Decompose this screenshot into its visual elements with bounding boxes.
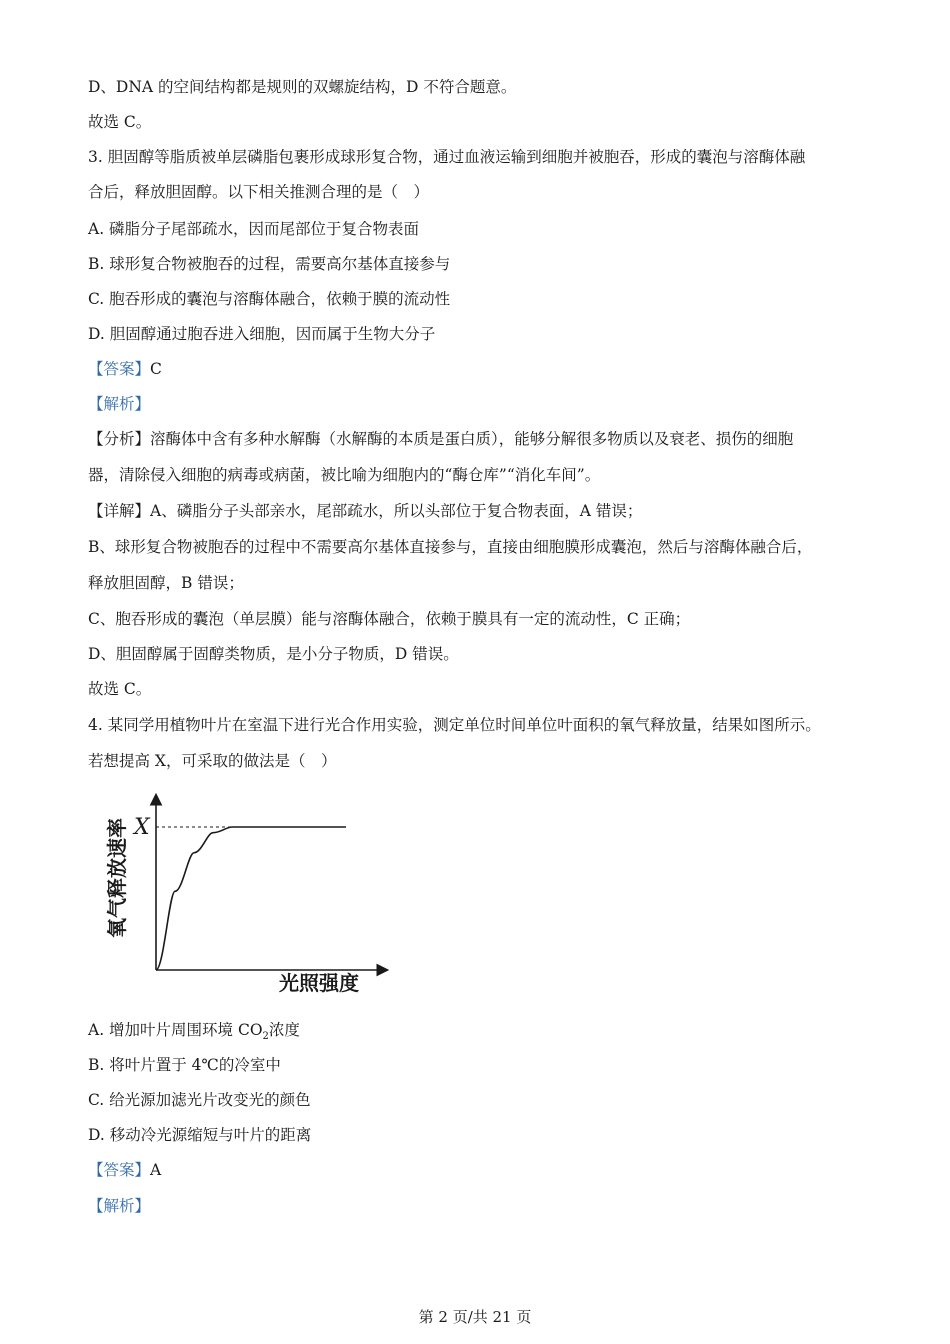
xiangjie-d: D、胆固醇属于固醇类物质，是小分子物质，D 错误。 xyxy=(88,645,459,663)
analysis-tag-line xyxy=(88,394,150,414)
answer-line xyxy=(88,359,162,379)
co2-subscript: 2 xyxy=(262,1031,269,1043)
fenxi-text: 溶酶体中含有多种水解酶（水解酶的本质是蛋白质），能够分解很多物质以及衰老、损伤的细胞 xyxy=(150,430,794,448)
answer-value: C xyxy=(150,360,162,378)
xiangjie-b: B、球形复合物被胞吞的过程中不需要高尔基体直接参与，直接由细胞膜形成囊泡，然后与溶酶体融合后， xyxy=(88,538,813,556)
question-4-stem: 4. 某同学用植物叶片在室温下进行光合作用实验，测定单位时间单位叶面积的氧气释放量，结果如图所示。 xyxy=(88,716,821,734)
xiangjie-line xyxy=(88,501,642,521)
q4-option-a xyxy=(88,1020,300,1047)
analysis-tag: 【解析】 xyxy=(88,1197,151,1215)
xiangjie-tag: 【详解】 xyxy=(88,502,151,520)
xiangjie-a: A、磷脂分子头部亲水，尾部疏水，所以头部位于复合物表面，A 错误； xyxy=(150,502,643,520)
question-3-stem-cont: 合后，释放胆固醇。以下相关推测合理的是（ ） xyxy=(88,183,430,201)
fenxi-line-cont: 器，清除侵入细胞的病毒或病菌，被比喻为细胞内的“酶仓库”“消化车间”。 xyxy=(88,466,601,484)
option-a: A. 磷脂分子尾部疏水，因而尾部位于复合物表面 xyxy=(88,220,420,238)
x-marker-label: X xyxy=(134,815,150,840)
answer-value: A xyxy=(150,1161,162,1179)
series-line xyxy=(156,827,346,970)
page-footer: 第 2 页/共 21 页 xyxy=(418,1308,532,1326)
fenxi-line xyxy=(88,429,793,449)
x-axis-label: 光照强度 xyxy=(279,971,359,995)
option-c: C. 胞吞形成的囊泡与溶酶体融合，依赖于膜的流动性 xyxy=(88,290,451,308)
oxygen-release-chart xyxy=(96,788,396,998)
answer-tag: 【答案】 xyxy=(88,1161,151,1179)
xiangjie-b-cont: 释放胆固醇，B 错误； xyxy=(88,574,244,592)
option-b: B. 球形复合物被胞吞的过程，需要高尔基体直接参与 xyxy=(88,255,451,273)
y-axis-label: 氧气释放速率 xyxy=(105,818,129,938)
answer-tag: 【答案】 xyxy=(88,360,151,378)
question-4-stem-cont: 若想提高 X，可采取的做法是（ ） xyxy=(88,752,337,770)
option-d: D. 胆固醇通过胞吞进入细胞，因而属于生物大分子 xyxy=(88,325,436,343)
answer-line-4 xyxy=(88,1160,161,1180)
text-line: D、DNA 的空间结构都是规则的双螺旋结构，D 不符合题意。 xyxy=(88,78,517,96)
q4-option-a-text: A. 增加叶片周围环境 CO xyxy=(88,1021,263,1039)
xiangjie-c: C、胞吞形成的囊泡（单层膜）能与溶酶体融合，依赖于膜具有一定的流动性，C 正确； xyxy=(88,610,691,628)
question-3-stem: 3. 胆固醇等脂质被单层磷脂包裹形成球形复合物，通过血液运输到细胞并被胞吞，形成的囊泡与溶酶体融 xyxy=(88,148,806,166)
q4-option-c: C. 给光源加滤光片改变光的颜色 xyxy=(88,1091,311,1109)
q4-option-a-tail: 浓度 xyxy=(268,1021,300,1039)
analysis-tag-line-4 xyxy=(88,1196,150,1216)
conclusion: 故选 C。 xyxy=(88,680,152,698)
q4-option-d: D. 移动冷光源缩短与叶片的距离 xyxy=(88,1126,312,1144)
q4-option-b: B. 将叶片置于 4℃的冷室中 xyxy=(88,1056,281,1074)
analysis-tag: 【解析】 xyxy=(88,395,151,413)
fenxi-tag: 【分析】 xyxy=(88,430,151,448)
text-line: 故选 C。 xyxy=(88,113,152,131)
